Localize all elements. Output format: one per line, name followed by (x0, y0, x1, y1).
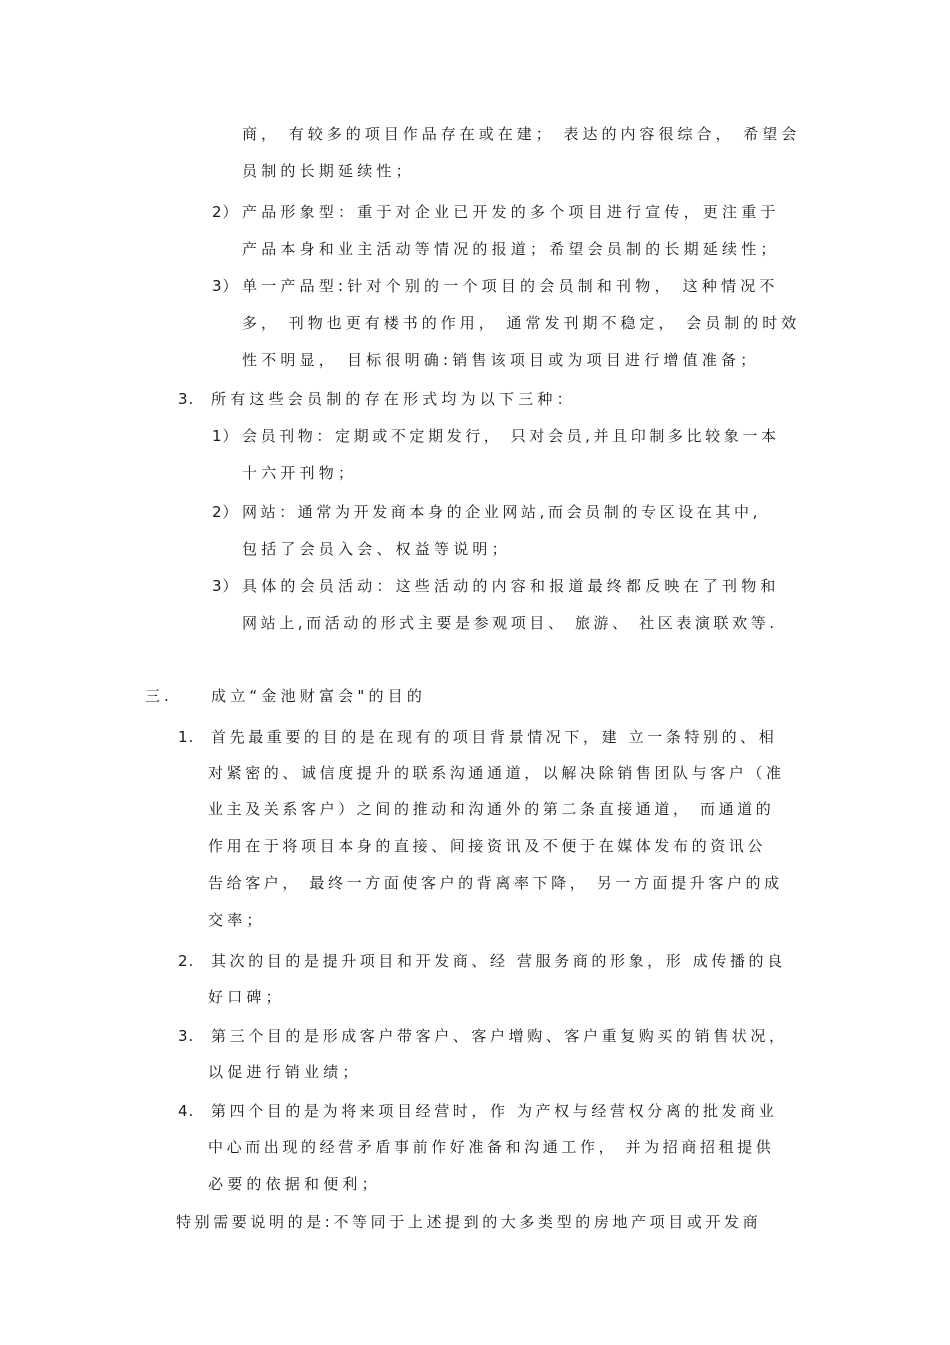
text-line: 网站：通常为开发商本身的企业网站,而会员制的专区设在其中, (242, 503, 761, 521)
text-line: 对紧密的、诚信度提升的联系沟通通道，以解决除销售团队与客户（准 (208, 764, 785, 782)
text-line: 特别需要说明的是:不等同于上述提到的大多类型的房地产项目或开发商 (176, 1213, 762, 1231)
text-line: 中心而出现的经营矛盾事前作好准备和沟通工作， 并为招商招租提供 (208, 1138, 775, 1156)
text-line: 会员刊物：定期或不定期发行， 只对会员,并且印制多比较象一本 (242, 427, 780, 445)
text-line: 第四个目的是为将来项目经营时，作 为产权与经营权分离的批发商业 (211, 1102, 778, 1120)
text-line: 性不明显， 目标很明确:销售该项目或为项目进行增值准备； (242, 351, 760, 369)
section-heading: 成立“金池财富会"的目的 (211, 687, 427, 705)
list-marker: 2） (212, 503, 239, 521)
text-line: 必要的依据和便利； (208, 1175, 381, 1193)
text-line: 所有这些会员制的存在形式均为以下三种： (211, 390, 576, 408)
text-line: 单一产品型:针对个别的一个项目的会员制和刊物， 这种情况不 (242, 277, 779, 295)
list-marker: 3） (212, 577, 239, 595)
text-line: 首先最重要的目的是在现有的项目背景情况下，建 立一条特别的、相 (211, 728, 778, 746)
list-marker: 3） (212, 277, 239, 295)
list-marker: 2. (178, 952, 195, 970)
text-line: 员制的长期延续性； (242, 162, 415, 180)
text-line: 业主及关系客户）之间的推动和沟通外的第二条直接通道， 而通道的 (208, 800, 775, 818)
list-marker: 4. (178, 1102, 195, 1120)
text-line: 好口碑； (208, 988, 285, 1006)
section-number: 三. (145, 687, 173, 705)
text-line: 第三个目的是形成客户带客户、客户增购、客户重复购买的销售状况， (211, 1027, 788, 1045)
list-marker: 3. (178, 1027, 195, 1045)
list-marker: 3. (178, 390, 195, 408)
text-line: 多， 刊物也更有楼书的作用， 通常发刊期不稳定， 会员制的时效 (242, 314, 801, 332)
text-line: 交率； (208, 911, 266, 929)
text-line: 其次的目的是提升项目和开发商、经 营服务商的形象，形 成传播的良 (211, 952, 786, 970)
text-line: 商， 有较多的项目作品存在或在建； 表达的内容很综合， 希望会 (242, 125, 801, 143)
text-line: 产品形象型：重于对企业已开发的多个项目进行宣传，更注重于 (242, 203, 780, 221)
text-line: 以促进行销业绩； (208, 1063, 362, 1081)
list-marker: 1） (212, 427, 239, 445)
text-line: 具体的会员活动：这些活动的内容和报道最终都反映在了刊物和 (242, 577, 780, 595)
text-line: 十六开刊物； (242, 464, 358, 482)
text-line: 包括了会员入会、权益等说明； (242, 540, 511, 558)
text-line: 产品本身和业主活动等情况的报道；希望会员制的长期延续性； (242, 240, 780, 258)
text-line: 网站上,而活动的形式主要是参观项目、 旅游、 社区表演联欢等. (242, 614, 778, 632)
text-line: 作用在于将项目本身的直接、间接资讯及不便于在媒体发布的资讯公 (208, 837, 767, 855)
list-marker: 2） (212, 203, 239, 221)
text-line: 告给客户， 最终一方面使客户的背离率下降， 另一方面提升客户的成 (208, 874, 783, 892)
list-marker: 1. (178, 728, 195, 746)
